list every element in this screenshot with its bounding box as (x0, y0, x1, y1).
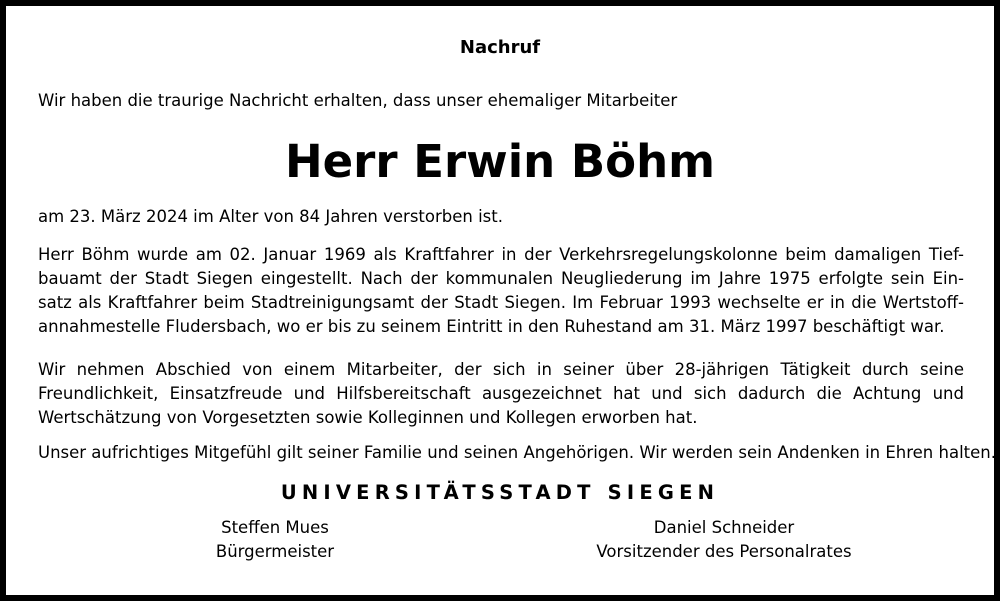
notice-heading: Nachruf (459, 37, 541, 58)
tribute-line: Wir nehmen Abschied von einem Mitarbeiter, der sich in seiner über 28-jährigen Tätigkeit durch seine (38, 360, 964, 379)
organization-name: UNIVERSITÄTSSTADT SIEGEN (280, 481, 720, 504)
career-line: satz als Kraftfahrer beim Stadtreinigungsamt der Stadt Siegen. Im Februar 1993 wechselte er in die Wertstoff- (38, 293, 964, 312)
condolence-paragraph (38, 441, 996, 465)
signatory-name: Steffen Mues (221, 518, 329, 537)
tribute-line: Wertschätzung von Vorgesetzten sowie Kolleginnen und Kollegen erworben hat. (38, 408, 698, 427)
signatory-left (175, 516, 375, 564)
signatory-title: Bürgermeister (215, 542, 335, 561)
signatory-name: Daniel Schneider (653, 518, 795, 537)
intro-text: Wir haben die traurige Nachricht erhalten, dass unser ehemaliger Mitarbeiter (38, 91, 678, 110)
career-line: Herr Böhm wurde am 02. Januar 1969 als Kraftfahrer in der Verkehrsregelungskolonne beim damaligen Tief- (38, 245, 964, 264)
tribute-paragraph (38, 358, 964, 430)
signatory-title: Vorsitzender des Personalrates (596, 542, 852, 561)
career-line: bauamt der Stadt Siegen eingestellt. Nach der kommunalen Neugliederung im Jahre 1975 erfolgte sein Ein- (38, 269, 964, 288)
signatory-right (574, 516, 874, 564)
death-date-text: am 23. März 2024 im Alter von 84 Jahren verstorben ist. (38, 207, 503, 226)
tribute-line: Freundlichkeit, Einsatzfreude und Hilfsbereitschaft ausgezeichnet hat und sich dadurch die Achtung und (38, 384, 964, 403)
condolence-line: Unser aufrichtiges Mitgefühl gilt seiner Familie und seinen Angehörigen. Wir werden sein Andenken in Ehren halten. (38, 443, 996, 462)
deceased-name: Herr Erwin Böhm (284, 135, 715, 188)
career-line: annahmestelle Fludersbach, wo er bis zu seinem Eintritt in den Ruhestand am 31. März 1997 beschäftigt war. (38, 317, 945, 336)
career-paragraph (38, 243, 964, 339)
